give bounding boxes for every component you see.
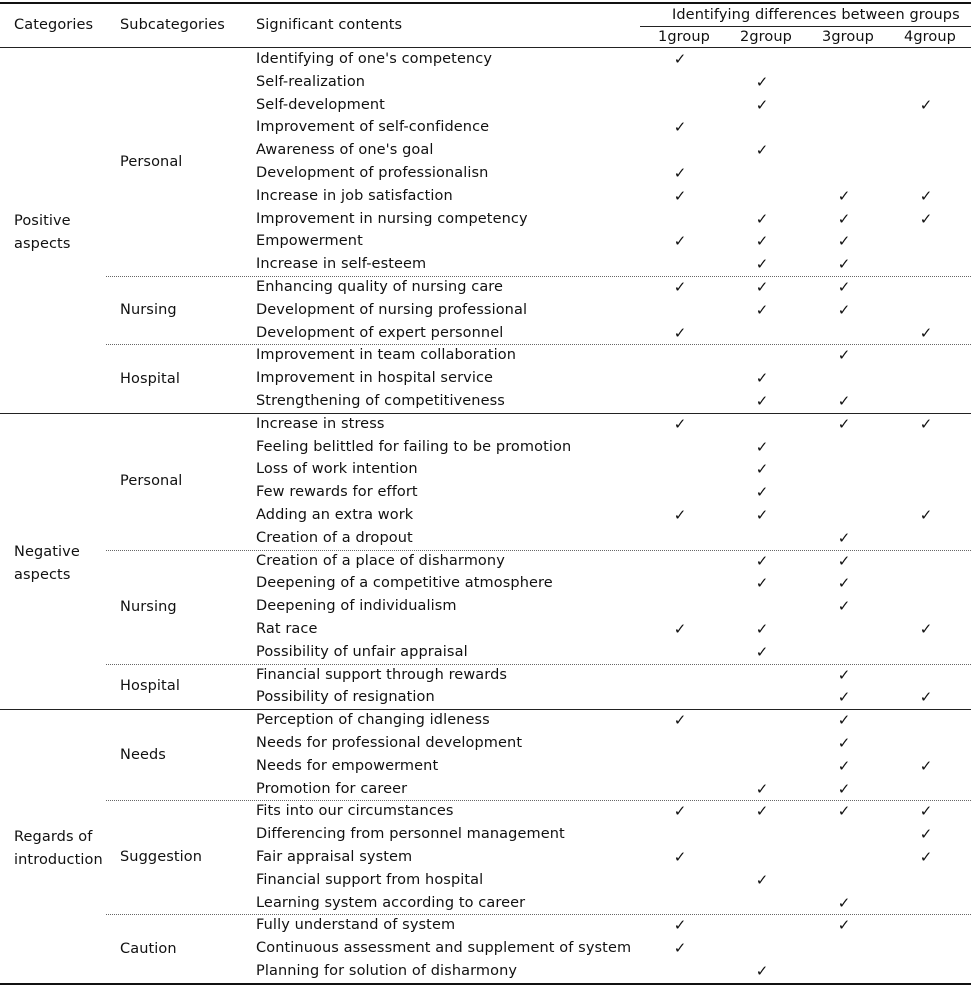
check-mark-icon: ✓ bbox=[919, 414, 933, 433]
check-mark-icon: ✓ bbox=[673, 848, 687, 866]
content-cell: Improvement in hospital service bbox=[256, 370, 494, 387]
check-mark-icon: ✓ bbox=[837, 392, 851, 410]
content-cell: Empowerment bbox=[256, 233, 363, 250]
check-mark-icon: ✓ bbox=[755, 802, 769, 821]
subcategory-label: Caution bbox=[120, 940, 177, 957]
check-mark-icon: ✓ bbox=[755, 369, 769, 388]
subcategory-label: Hospital bbox=[120, 370, 180, 387]
content-cell: Deepening of a competitive atmosphere bbox=[256, 575, 553, 592]
check-mark-icon: ✓ bbox=[837, 734, 851, 752]
check-mark-icon: ✓ bbox=[673, 186, 687, 205]
category-label: Positive bbox=[14, 213, 71, 230]
content-cell: Few rewards for effort bbox=[256, 484, 418, 501]
content-cell: Improvement in team collaboration bbox=[256, 347, 516, 364]
subcategory-divider bbox=[106, 914, 971, 915]
category-divider bbox=[0, 709, 971, 710]
check-mark-icon: ✓ bbox=[755, 72, 769, 91]
header-bottom-rule bbox=[0, 47, 971, 48]
category-label: aspects bbox=[14, 567, 71, 583]
check-mark-icon: ✓ bbox=[837, 551, 851, 570]
check-mark-icon: ✓ bbox=[673, 232, 687, 251]
check-mark-icon: ✓ bbox=[837, 597, 851, 616]
content-cell: Adding an extra work bbox=[256, 507, 414, 523]
subcategory-label: Suggestion bbox=[120, 849, 203, 866]
check-mark-icon: ✓ bbox=[919, 825, 933, 844]
content-cell: Possibility of unfair appraisal bbox=[256, 643, 468, 660]
table-bottom-rule bbox=[0, 983, 971, 985]
check-mark-icon: ✓ bbox=[837, 528, 851, 547]
check-mark-icon: ✓ bbox=[837, 414, 851, 433]
subcategory-label: Hospital bbox=[120, 678, 180, 695]
check-mark-icon: ✓ bbox=[837, 893, 851, 912]
check-mark-icon: ✓ bbox=[755, 506, 769, 524]
check-mark-icon: ✓ bbox=[837, 688, 851, 707]
check-mark-icon: ✓ bbox=[755, 95, 769, 114]
header-significant-contents: Significant contents bbox=[256, 17, 403, 33]
category-label: Negative bbox=[14, 544, 80, 560]
check-mark-icon: ✓ bbox=[755, 209, 769, 228]
group-header-rule bbox=[640, 26, 971, 27]
subcategory-label: Needs bbox=[120, 746, 166, 763]
subcategory-divider bbox=[106, 664, 971, 665]
content-cell: Loss of work intention bbox=[256, 461, 418, 478]
check-mark-icon: ✓ bbox=[837, 186, 851, 205]
check-mark-icon: ✓ bbox=[919, 688, 933, 707]
content-cell: Rat race bbox=[256, 621, 318, 637]
check-mark-icon: ✓ bbox=[755, 620, 769, 638]
content-cell: Feeling belittled for failing to be promotion bbox=[256, 438, 572, 455]
check-mark-icon: ✓ bbox=[837, 346, 851, 365]
subcategory-divider bbox=[106, 344, 971, 345]
check-mark-icon: ✓ bbox=[673, 278, 687, 296]
check-mark-icon: ✓ bbox=[919, 209, 933, 228]
check-mark-icon: ✓ bbox=[673, 118, 687, 137]
content-cell: Awareness of one's goal bbox=[256, 142, 434, 159]
check-mark-icon: ✓ bbox=[837, 665, 851, 684]
content-cell: Perception of changing idleness bbox=[256, 712, 490, 729]
content-cell: Improvement in nursing competency bbox=[256, 210, 528, 227]
content-cell: Differencing from personnel management bbox=[256, 826, 565, 843]
content-cell: Financial support through rewards bbox=[256, 666, 508, 683]
check-mark-icon: ✓ bbox=[673, 414, 687, 433]
check-mark-icon: ✓ bbox=[673, 323, 687, 342]
check-mark-icon: ✓ bbox=[755, 642, 769, 661]
check-mark-icon: ✓ bbox=[919, 323, 933, 342]
check-mark-icon: ✓ bbox=[755, 460, 769, 479]
header-group-span: Identifying differences between groups bbox=[672, 7, 960, 23]
content-cell: Identifying of one's competency bbox=[256, 51, 493, 67]
check-mark-icon: ✓ bbox=[919, 506, 933, 524]
content-cell: Deepening of individualism bbox=[256, 598, 457, 615]
check-mark-icon: ✓ bbox=[919, 802, 933, 821]
check-mark-icon: ✓ bbox=[837, 916, 851, 935]
header-group-4: 4group bbox=[904, 29, 956, 45]
content-cell: Development of nursing professional bbox=[256, 301, 528, 318]
content-cell: Self-realization bbox=[256, 73, 366, 90]
content-cell: Promotion for career bbox=[256, 780, 408, 797]
content-cell: Fair appraisal system bbox=[256, 849, 413, 865]
subcategory-divider bbox=[106, 800, 971, 801]
category-label: introduction bbox=[14, 852, 103, 868]
header-group-1: 1group bbox=[658, 29, 710, 45]
check-mark-icon: ✓ bbox=[755, 962, 769, 980]
content-cell: Strengthening of competitiveness bbox=[256, 393, 505, 409]
header-categories: Categories bbox=[14, 17, 94, 33]
check-mark-icon: ✓ bbox=[919, 756, 933, 775]
check-mark-icon: ✓ bbox=[755, 551, 769, 570]
content-cell: Improvement of self-confidence bbox=[256, 119, 490, 136]
content-cell: Learning system according to career bbox=[256, 894, 526, 911]
check-mark-icon: ✓ bbox=[673, 620, 687, 638]
check-mark-icon: ✓ bbox=[673, 939, 687, 958]
check-mark-icon: ✓ bbox=[837, 209, 851, 228]
check-mark-icon: ✓ bbox=[919, 95, 933, 114]
check-mark-icon: ✓ bbox=[837, 711, 851, 730]
category-label: aspects bbox=[14, 236, 71, 253]
header-subcategories: Subcategories bbox=[120, 17, 225, 33]
check-mark-icon: ✓ bbox=[673, 506, 687, 524]
check-mark-icon: ✓ bbox=[673, 916, 687, 935]
content-cell: Fully understand of system bbox=[256, 917, 456, 934]
check-mark-icon: ✓ bbox=[837, 300, 851, 319]
content-cell: Fits into our circumstances bbox=[256, 803, 454, 820]
check-mark-icon: ✓ bbox=[837, 278, 851, 296]
check-mark-icon: ✓ bbox=[837, 779, 851, 798]
subcategory-label: Nursing bbox=[120, 598, 177, 615]
check-mark-icon: ✓ bbox=[755, 392, 769, 410]
content-cell: Self-development bbox=[256, 96, 385, 113]
content-cell: Increase in self-esteem bbox=[256, 256, 427, 273]
category-label: Regards of bbox=[14, 829, 93, 845]
subcategory-label: Personal bbox=[120, 473, 183, 490]
table-top-rule bbox=[0, 2, 971, 4]
check-mark-icon: ✓ bbox=[755, 437, 769, 456]
check-mark-icon: ✓ bbox=[673, 802, 687, 821]
content-cell: Enhancing quality of nursing care bbox=[256, 279, 504, 295]
check-mark-icon: ✓ bbox=[755, 870, 769, 889]
content-cell: Needs for professional development bbox=[256, 735, 523, 751]
header-group-2: 2group bbox=[740, 29, 792, 45]
check-mark-icon: ✓ bbox=[755, 574, 769, 593]
check-mark-icon: ✓ bbox=[837, 802, 851, 821]
subcategory-divider bbox=[106, 550, 971, 551]
check-mark-icon: ✓ bbox=[919, 186, 933, 205]
check-mark-icon: ✓ bbox=[755, 779, 769, 798]
check-mark-icon: ✓ bbox=[755, 483, 769, 502]
subcategory-label: Personal bbox=[120, 154, 183, 170]
check-mark-icon: ✓ bbox=[673, 50, 687, 68]
check-mark-icon: ✓ bbox=[755, 300, 769, 319]
content-cell: Possibility of resignation bbox=[256, 689, 435, 706]
check-mark-icon: ✓ bbox=[755, 232, 769, 251]
content-cell: Development of professionalisn bbox=[256, 165, 489, 181]
check-mark-icon: ✓ bbox=[837, 574, 851, 593]
subcategory-label: Nursing bbox=[120, 302, 177, 319]
content-cell: Financial support from hospital bbox=[256, 871, 484, 888]
subcategory-divider bbox=[106, 276, 971, 277]
check-mark-icon: ✓ bbox=[673, 711, 687, 730]
content-cell: Development of expert personnel bbox=[256, 324, 504, 341]
check-mark-icon: ✓ bbox=[919, 620, 933, 638]
content-cell: Creation of a dropout bbox=[256, 529, 413, 546]
check-mark-icon: ✓ bbox=[837, 255, 851, 274]
category-divider bbox=[0, 413, 971, 414]
content-cell: Increase in stress bbox=[256, 415, 385, 432]
content-cell: Needs for empowerment bbox=[256, 757, 439, 774]
check-mark-icon: ✓ bbox=[837, 756, 851, 775]
check-mark-icon: ✓ bbox=[837, 232, 851, 251]
check-mark-icon: ✓ bbox=[755, 255, 769, 274]
content-cell: Creation of a place of disharmony bbox=[256, 552, 505, 569]
content-cell: Continuous assessment and supplement of system bbox=[256, 940, 632, 957]
content-cell: Planning for solution of disharmony bbox=[256, 963, 518, 979]
header-group-3: 3group bbox=[822, 29, 874, 45]
check-mark-icon: ✓ bbox=[755, 141, 769, 160]
check-mark-icon: ✓ bbox=[755, 278, 769, 296]
check-mark-icon: ✓ bbox=[919, 848, 933, 866]
content-cell: Increase in job satisfaction bbox=[256, 187, 453, 204]
check-mark-icon: ✓ bbox=[673, 164, 687, 182]
